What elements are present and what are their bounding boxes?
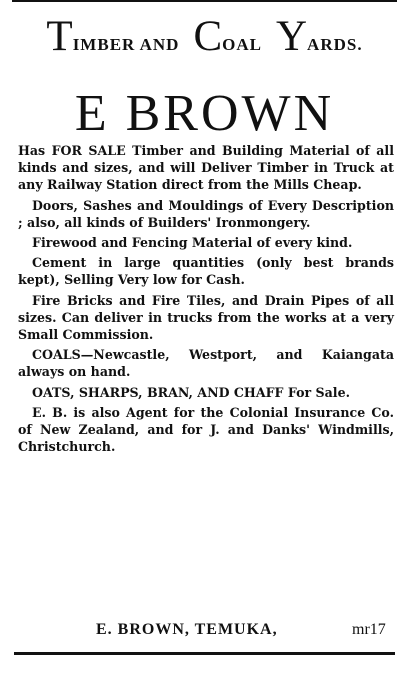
heading-initial-y: Y [275, 13, 308, 60]
paragraph-coals: COALS—Newcastle, Westport, and Kaiangata always on hand. [18, 347, 394, 380]
paragraph-timber-for-sale: Has FOR SALE Timber and Building Material of all kinds and sizes, and will Deliver Timber in Truck at any Railway Station direct from the Mills Cheap. [18, 143, 394, 193]
heading-word-timber-and: IMBER AND [72, 35, 180, 54]
paragraph-firewood: Firewood and Fencing Material of every kind. [32, 235, 353, 251]
heading-word-coal: OAL [222, 35, 262, 54]
insertion-code: mr17 [352, 621, 386, 638]
paragraph-fire-bricks: Fire Bricks and Fire Tiles, and Drain Pipes of all sizes. Can deliver in trucks from the works at a very Small Commission. [18, 292, 394, 343]
advertiser-name: E BROWN [74, 85, 335, 142]
bottom-rule [14, 652, 395, 655]
top-rule [12, 0, 397, 2]
heading-word-yards: ARDS. [307, 35, 363, 54]
paragraph-doors-sashes: Doors, Sashes and Mouldings of Every Description ; also, all kinds of Builders' Ironmongery. [18, 197, 394, 230]
advertisement-body [18, 142, 394, 458]
signature-name: E. BROWN, TEMUKA, [96, 621, 278, 638]
heading-initial-t: T [46, 13, 73, 60]
heading-initial-c: C [193, 13, 223, 60]
advertisement-heading [0, 12, 409, 62]
paragraph-oats: OATS, SHARPS, BRAN, AND CHAFF For Sale. [32, 384, 350, 400]
paragraph-cement: Cement in large quantities (only best brands kept), Selling Very low for Cash. [18, 255, 394, 288]
paragraph-agent: E. B. is also Agent for the Colonial Insurance Co. of New Zealand, and for J. and Danks' Windmills, Christchurch. [18, 404, 394, 455]
